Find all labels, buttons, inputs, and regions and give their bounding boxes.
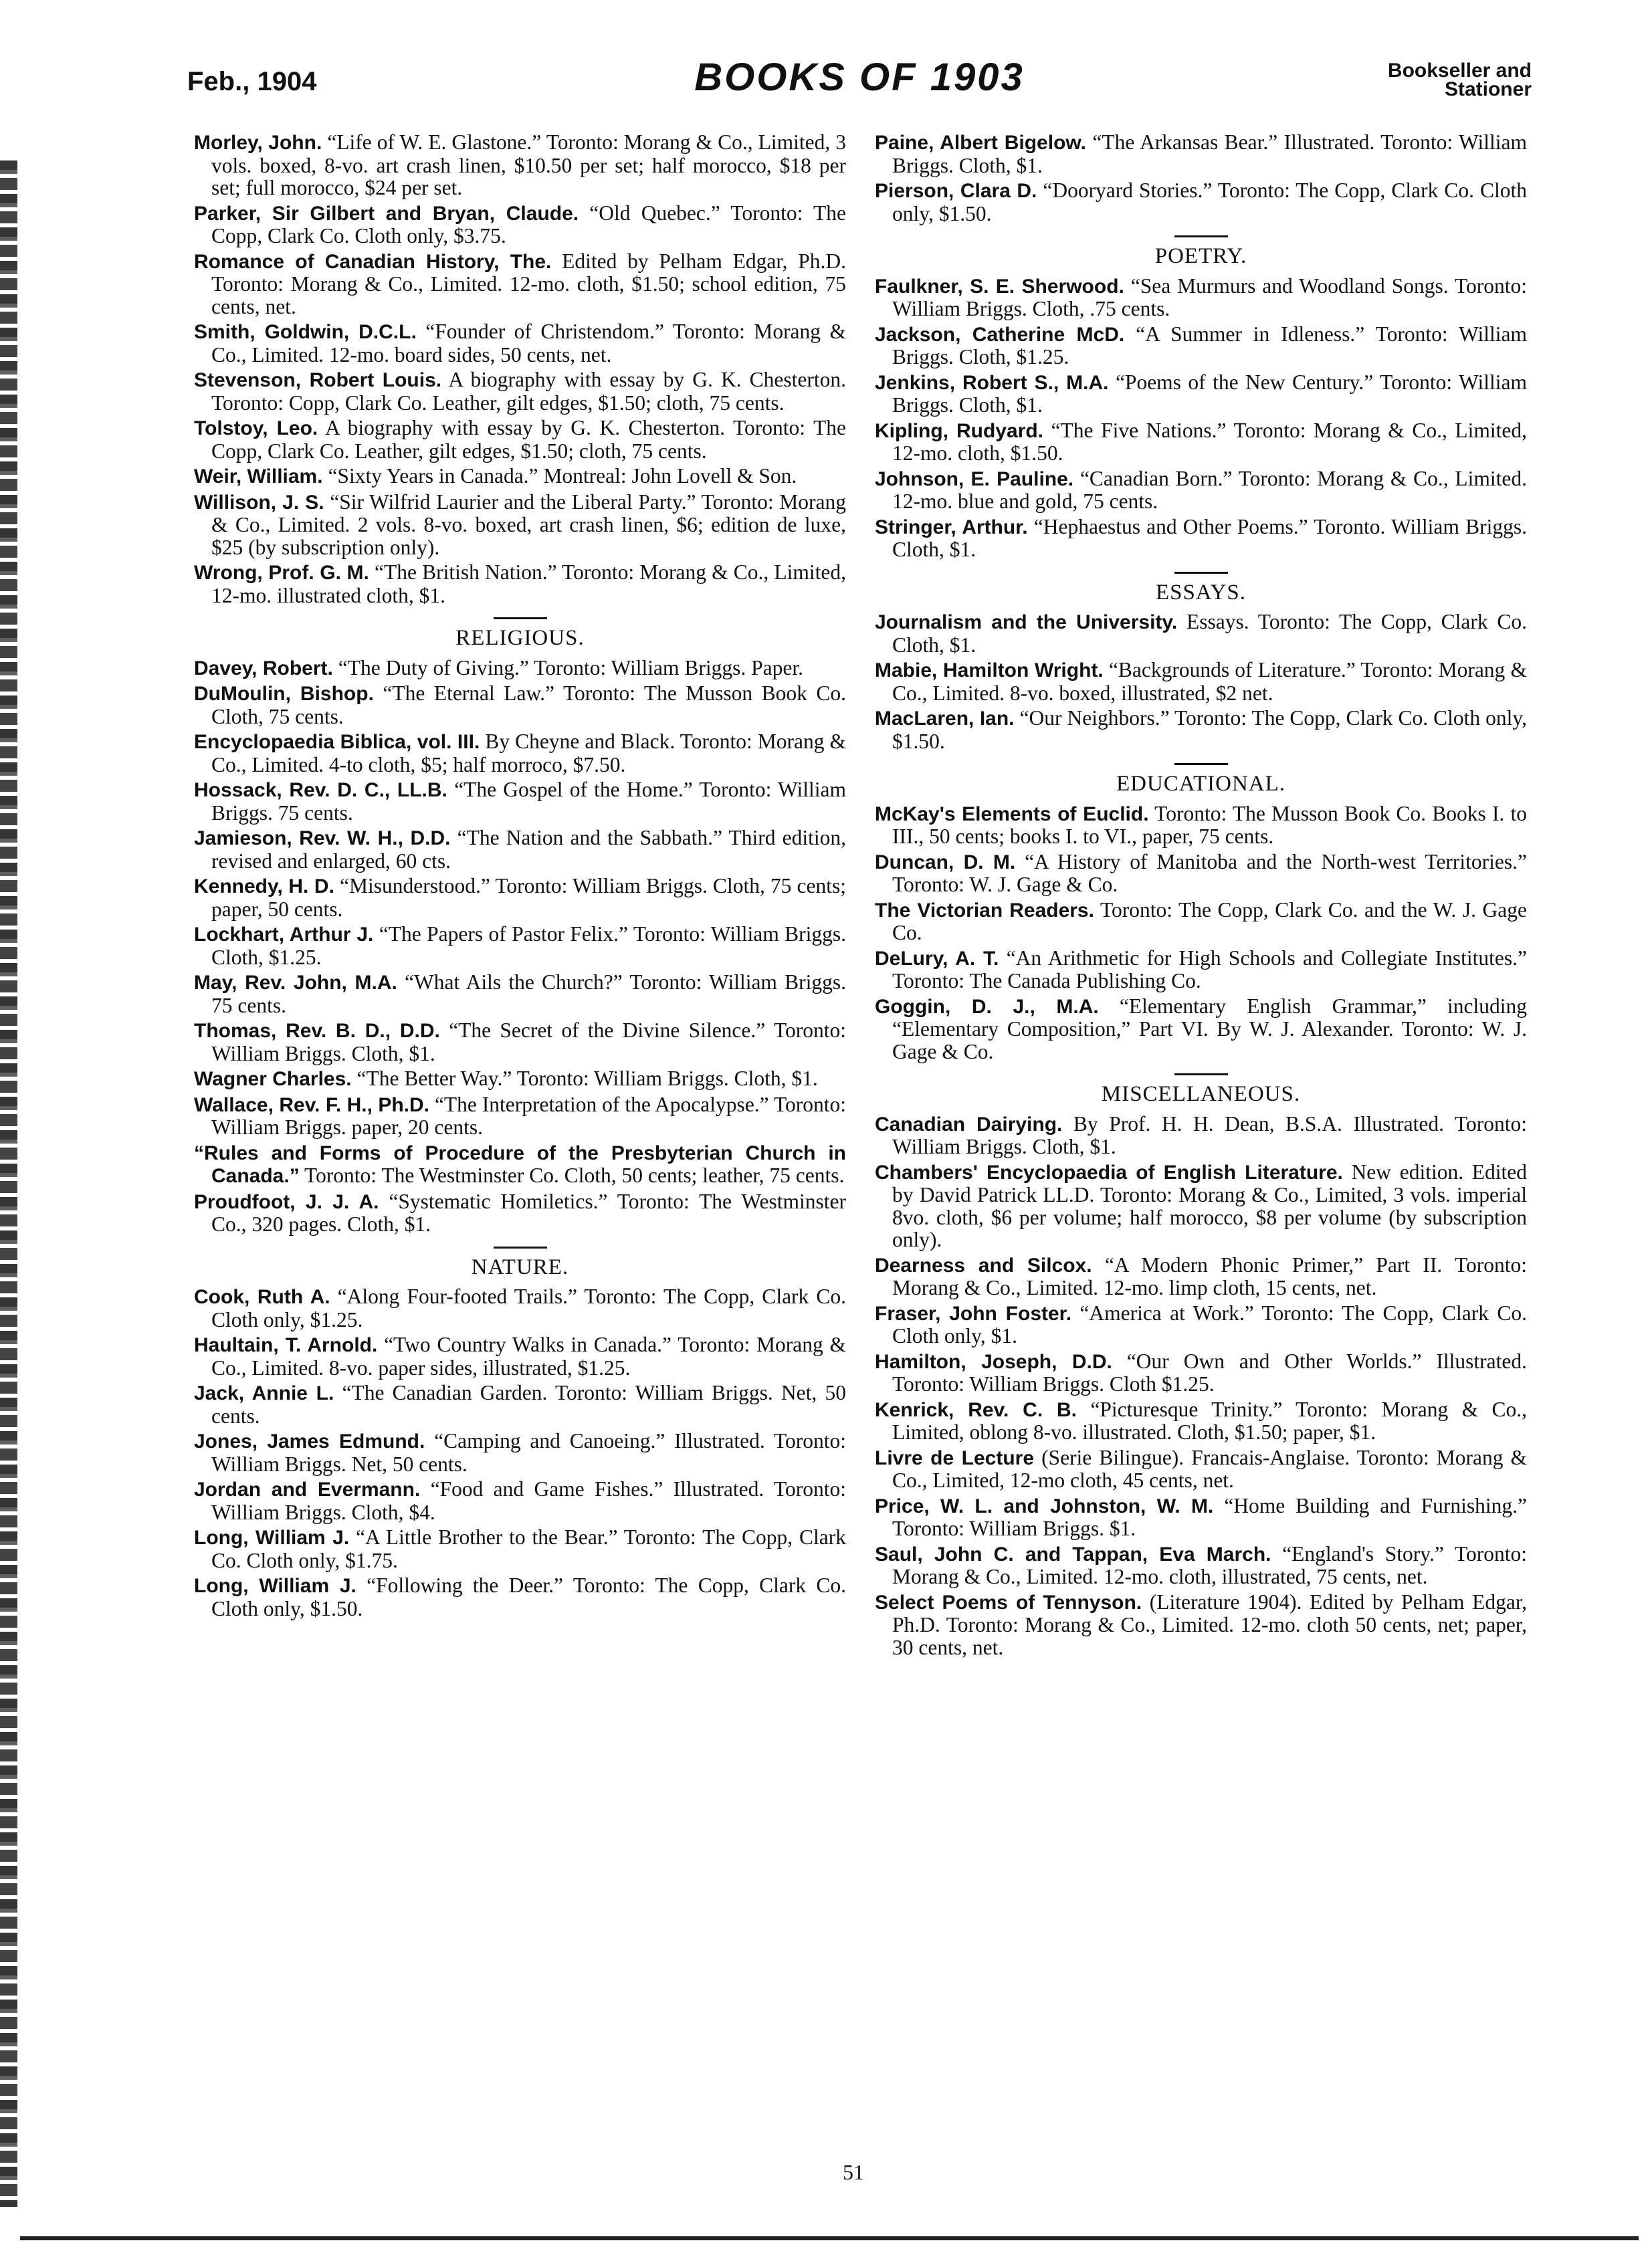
book-entry bbox=[194, 827, 846, 872]
entry-author: Dearness and Silcox. bbox=[875, 1254, 1092, 1277]
entry-details: “Old Quebec.” Toronto: The Copp, Clark Co. Cloth only, $3.75. bbox=[211, 201, 846, 247]
book-entry bbox=[875, 1495, 1527, 1540]
entry-details: “A Little Brother to the Bear.” Toronto: The Copp, Clark Co. Cloth only, $1.75. bbox=[211, 1525, 846, 1572]
entry-details: Essays. Toronto: The Copp, Clark Co. Cloth, $1. bbox=[892, 610, 1528, 657]
entry-author: Parker, Sir Gilbert and Bryan, Claude. bbox=[194, 202, 579, 225]
book-entry bbox=[875, 1591, 1527, 1659]
entry-details: “The Nation and the Sabbath.” Third edition, revised and enlarged, 60 cts. bbox=[211, 826, 847, 873]
page-title: BOOKS OF 1903 bbox=[694, 56, 1025, 99]
entry-details: “Canadian Born.” Toronto: Morang & Co., Limited. 12-mo. blue and gold, 75 cents. bbox=[892, 466, 1527, 513]
section-heading: ESSAYS. bbox=[1155, 580, 1247, 605]
entry-details: “Picturesque Trinity.” Toronto: Morang & Co., Limited, oblong 8-vo. illustrated. Cloth, $1.50; paper, $1. bbox=[892, 1397, 1527, 1444]
book-entry bbox=[875, 323, 1527, 368]
book-entry bbox=[194, 1574, 846, 1620]
book-entry bbox=[194, 417, 846, 462]
entry-author: Lockhart, Arthur J. bbox=[194, 924, 374, 946]
book-entry bbox=[194, 1526, 846, 1572]
entry-author: Wrong, Prof. G. M. bbox=[194, 562, 369, 584]
entry-author: Tolstoy, Leo. bbox=[194, 417, 318, 439]
entry-author: Long, William J. bbox=[194, 1575, 356, 1597]
entry-author: Jones, James Edmund. bbox=[194, 1430, 425, 1453]
book-entry bbox=[194, 368, 846, 414]
book-entry bbox=[194, 1019, 846, 1065]
book-entry bbox=[875, 947, 1527, 992]
book-entry bbox=[875, 516, 1527, 561]
entry-details: “Food and Game Fishes.” Illustrated. Toronto: William Briggs. Cloth, $4. bbox=[211, 1477, 846, 1524]
entry-details: Toronto: The Musson Book Co. Books I. to III., 50 cents; books I. to VI., paper, 75 cents. bbox=[892, 801, 1527, 848]
entry-details: “What Ails the Church?” Toronto: William Briggs. 75 cents. bbox=[211, 970, 847, 1017]
entry-details: “Life of W. E. Glastone.” Toronto: Morang & Co., Limited, 3 vols. boxed, 8-vo. art crash linen, $10.50 per set; half morocco, $18 per set; full morocco, $24 per set. bbox=[211, 130, 846, 199]
entry-author: Goggin, D. J., M.A. bbox=[875, 995, 1099, 1018]
book-entry bbox=[194, 320, 846, 366]
entry-details: “The Canadian Garden. Toronto: William Briggs. Net, 50 cents. bbox=[211, 1381, 846, 1428]
entry-details: “The Eternal Law.” Toronto: The Musson Book Co. Cloth, 75 cents. bbox=[211, 681, 846, 728]
book-entry bbox=[194, 1190, 846, 1236]
book-entry bbox=[875, 1302, 1527, 1348]
book-entry bbox=[875, 659, 1527, 704]
section-divider bbox=[494, 617, 547, 619]
book-entry bbox=[194, 1067, 846, 1091]
entry-details: “The Arkansas Bear.” Illustrated. Toronto: William Briggs. Cloth, $1. bbox=[892, 130, 1527, 177]
book-entry bbox=[875, 467, 1527, 513]
entry-details: “Home Building and Furnishing.” Toronto: William Briggs. $1. bbox=[892, 1493, 1527, 1540]
entry-author: Thomas, Rev. B. D., D.D. bbox=[194, 1020, 440, 1042]
entry-details: By Prof. H. H. Dean, B.S.A. Illustrated. Toronto: William Briggs. Cloth, $1. bbox=[892, 1111, 1528, 1158]
entry-details: “A Modern Phonic Primer,” Part II. Toronto: Morang & Co., Limited. 12-mo. limp cloth, 15 cents, net. bbox=[892, 1253, 1527, 1299]
scan-edge-artifact bbox=[0, 160, 17, 2207]
entry-details: “Founder of Christendom.” Toronto: Morang & Co., Limited. 12-mo. board sides, 50 cents, net. bbox=[211, 320, 846, 366]
entry-author: Johnson, E. Pauline. bbox=[875, 467, 1074, 490]
entry-details: “The Gospel of the Home.” Toronto: William Briggs. 75 cents. bbox=[211, 778, 846, 825]
entry-author: Livre de Lecture bbox=[875, 1446, 1035, 1469]
book-entry bbox=[194, 1285, 846, 1331]
entry-author: Fraser, John Foster. bbox=[875, 1302, 1072, 1325]
entry-details: “An Arithmetic for High Schools and Collegiate Institutes.” Toronto: The Canada Publishing Co. bbox=[892, 946, 1528, 992]
entry-details: “A Summer in Idleness.” Toronto: William Briggs. Cloth, $1.25. bbox=[892, 322, 1528, 368]
book-entry bbox=[875, 1350, 1527, 1396]
entry-author: Jackson, Catherine McD. bbox=[875, 323, 1125, 346]
entry-author: Morley, John. bbox=[194, 132, 322, 154]
entry-author: Jenkins, Robert S., M.A. bbox=[875, 371, 1109, 394]
section-divider bbox=[1174, 235, 1228, 237]
entry-author: May, Rev. John, M.A. bbox=[194, 972, 397, 994]
entry-author: Stevenson, Robert Louis. bbox=[194, 369, 442, 391]
entry-author: Wagner Charles. bbox=[194, 1068, 352, 1090]
entry-author: Canadian Dairying. bbox=[875, 1113, 1063, 1136]
entry-details: A biography with essay by G. K. Chesterton. Toronto: Copp, Clark Co. Leather, gilt edges, $1.50; cloth, 75 cents. bbox=[211, 368, 846, 415]
book-entry bbox=[194, 971, 846, 1016]
book-entry bbox=[194, 465, 846, 488]
entry-details: “The Better Way.” Toronto: William Briggs. Cloth, $1. bbox=[351, 1067, 818, 1090]
book-entry bbox=[194, 778, 846, 824]
entry-author: Weir, William. bbox=[194, 465, 323, 488]
section-heading: POETRY. bbox=[1154, 244, 1247, 268]
book-entry bbox=[875, 707, 1527, 752]
entry-author: Kipling, Rudyard. bbox=[875, 419, 1044, 442]
scan-bottom-rule bbox=[20, 2236, 1639, 2240]
book-entry bbox=[194, 1142, 846, 1188]
entry-author: Hossack, Rev. D. C., LL.B. bbox=[194, 779, 447, 801]
entry-author: Encyclopaedia Biblica, vol. III. bbox=[194, 731, 480, 753]
entry-author: Saul, John C. and Tappan, Eva March. bbox=[875, 1543, 1271, 1566]
entry-details: “Backgrounds of Literature.” Toronto: Morang & Co., Limited. 8-vo. boxed, illustrated, $2 net. bbox=[892, 658, 1527, 705]
entry-author: Wallace, Rev. F. H., Ph.D. bbox=[194, 1093, 429, 1116]
book-entry bbox=[875, 131, 1527, 177]
entry-author: Romance of Canadian History, The. bbox=[194, 250, 552, 273]
book-entry bbox=[875, 899, 1527, 944]
entry-details: “Our Own and Other Worlds.” Illustrated. Toronto: William Briggs. Cloth $1.25. bbox=[892, 1349, 1527, 1396]
entry-author: Stringer, Arthur. bbox=[875, 516, 1028, 538]
book-entry bbox=[875, 371, 1527, 417]
book-entry bbox=[194, 491, 846, 559]
entry-details: “England's Story.” Toronto: Morang & Co., Limited. 12-mo. cloth, illustrated, 75 cents, net. bbox=[892, 1541, 1527, 1588]
entry-author: Paine, Albert Bigelow. bbox=[875, 132, 1086, 154]
entry-details: Toronto: The Westminster Co. Cloth, 50 cents; leather, 75 cents. bbox=[299, 1164, 845, 1187]
right-column bbox=[875, 131, 1527, 1661]
entry-author: Jamieson, Rev. W. H., D.D. bbox=[194, 827, 451, 849]
entry-details: “Camping and Canoeing.” Illustrated. Toronto: William Briggs. Net, 50 cents. bbox=[211, 1429, 846, 1476]
publication-name-line2: Stationer bbox=[1444, 78, 1532, 100]
book-entry bbox=[875, 1161, 1527, 1251]
section-divider bbox=[494, 1247, 547, 1249]
entry-details: “Sixty Years in Canada.” Montreal: John Lovell & Son. bbox=[322, 464, 797, 488]
book-entry bbox=[194, 561, 846, 607]
entry-details: “A History of Manitoba and the North-west Territories.” Toronto: W. J. Gage & Co. bbox=[892, 849, 1528, 896]
entry-author: Long, William J. bbox=[194, 1527, 350, 1549]
section-heading: RELIGIOUS. bbox=[455, 626, 585, 650]
entry-details: “Systematic Homiletics.” Toronto: The Westminster Co., 320 pages. Cloth, $1. bbox=[211, 1189, 847, 1236]
section-heading: NATURE. bbox=[471, 1255, 569, 1279]
book-entry bbox=[875, 275, 1527, 320]
entry-details: A biography with essay by G. K. Chesterton. Toronto: The Copp, Clark Co. Leather, gilt edges, $1.50; cloth, 75 cents. bbox=[211, 416, 846, 463]
entry-author: “Rules and Forms of Procedure of the Presbyterian Church in Canada.” bbox=[194, 1142, 846, 1187]
book-entry bbox=[194, 202, 846, 247]
entry-author: Faulkner, S. E. Sherwood. bbox=[875, 275, 1124, 298]
entry-author: Select Poems of Tennyson. bbox=[875, 1591, 1142, 1614]
entry-details: “The Five Nations.” Toronto: Morang & Co., Limited, 12-mo. cloth, $1.50. bbox=[892, 418, 1527, 465]
entry-details: “Along Four-footed Trails.” Toronto: The Copp, Clark Co. Cloth only, $1.25. bbox=[211, 1285, 846, 1331]
entry-author: MacLaren, Ian. bbox=[875, 708, 1015, 730]
entry-details: “Hephaestus and Other Poems.” Toronto. William Briggs. Cloth, $1. bbox=[892, 514, 1527, 561]
entry-author: Hamilton, Joseph, D.D. bbox=[875, 1350, 1112, 1373]
entry-author: DuMoulin, Bishop. bbox=[194, 683, 374, 705]
book-entry bbox=[194, 1093, 846, 1139]
entry-details: Edited by Pelham Edgar, Ph.D. Toronto: Morang & Co., Limited. 12-mo. cloth, $1.50; school edition, 75 cents, net. bbox=[211, 249, 846, 318]
entry-details: New edition. Edited by David Patrick LL.D. Toronto: Morang & Co., Limited, 3 vols. imperial 8vo. cloth, $6 per volume; half morocco, $8 per volume (by subscription only). bbox=[892, 1160, 1527, 1251]
entry-author: Jack, Annie L. bbox=[194, 1382, 334, 1404]
page-number: 51 bbox=[843, 2160, 864, 2184]
entry-details: “Elementary English Grammar,” including “Elementary Composition,” Part VI. By W. J. Alexander. Toronto: W. J. Gage & Co. bbox=[892, 994, 1527, 1063]
entry-author: Pierson, Clara D. bbox=[875, 180, 1037, 202]
book-entry bbox=[194, 923, 846, 968]
entry-author: Smith, Goldwin, D.C.L. bbox=[194, 321, 417, 343]
book-entry bbox=[875, 1254, 1527, 1299]
entry-details: “Following the Deer.” Toronto: The Copp, Clark Co. Cloth only, $1.50. bbox=[211, 1574, 846, 1620]
left-column bbox=[194, 131, 846, 1622]
section-heading: MISCELLANEOUS. bbox=[1101, 1082, 1301, 1106]
book-entry bbox=[875, 419, 1527, 465]
entry-details: “Our Neighbors.” Toronto: The Copp, Clark Co. Cloth only, $1.50. bbox=[892, 706, 1527, 753]
entry-details: “The British Nation.” Toronto: Morang & Co., Limited, 12-mo. illustrated cloth, $1. bbox=[211, 560, 847, 607]
entry-details: “Two Country Walks in Canada.” Toronto: Morang & Co., Limited. 8-vo. paper sides, illustrated, $1.25. bbox=[211, 1333, 846, 1380]
section-heading: EDUCATIONAL. bbox=[1116, 772, 1286, 796]
book-entry bbox=[194, 250, 846, 318]
entry-author: Journalism and the University. bbox=[875, 611, 1178, 633]
entry-details: “Misunderstood.” Toronto: William Briggs. Cloth, 75 cents; paper, 50 cents. bbox=[211, 874, 846, 921]
book-entry bbox=[194, 1478, 846, 1523]
book-entry bbox=[194, 1333, 846, 1379]
book-entry bbox=[194, 657, 846, 680]
entry-author: Jordan and Evermann. bbox=[194, 1479, 421, 1501]
entry-details: “The Duty of Giving.” Toronto: William Briggs. Paper. bbox=[332, 655, 804, 679]
entry-author: Proudfoot, J. J. A. bbox=[194, 1190, 379, 1213]
entry-author: Haultain, T. Arnold. bbox=[194, 1334, 378, 1356]
book-entry bbox=[194, 730, 846, 776]
entry-author: The Victorian Readers. bbox=[875, 899, 1094, 922]
entry-author: DeLury, A. T. bbox=[875, 947, 999, 970]
entry-author: Mabie, Hamilton Wright. bbox=[875, 659, 1104, 681]
entry-author: Price, W. L. and Johnston, W. M. bbox=[875, 1495, 1214, 1517]
entry-details: By Cheyne and Black. Toronto: Morang & Co., Limited. 4-to cloth, $5; half morroco, $7.50. bbox=[211, 730, 846, 776]
entry-details: (Serie Bilingue). Francais-Anglaise. Toronto: Morang & Co., Limited, 12-mo cloth, 45 cents, net. bbox=[892, 1445, 1527, 1492]
issue-date: Feb., 1904 bbox=[187, 67, 317, 96]
book-entry bbox=[194, 1382, 846, 1427]
section-divider bbox=[1174, 1073, 1228, 1075]
entry-author: Willison, J. S. bbox=[194, 491, 324, 514]
book-entry bbox=[875, 802, 1527, 848]
entry-details: “Dooryard Stories.” Toronto: The Copp, Clark Co. Cloth only, $1.50. bbox=[892, 179, 1528, 225]
entry-author: Duncan, D. M. bbox=[875, 851, 1016, 873]
entry-author: McKay's Elements of Euclid. bbox=[875, 802, 1149, 825]
book-entry bbox=[194, 682, 846, 728]
book-entry bbox=[875, 1446, 1527, 1492]
book-entry bbox=[875, 1113, 1527, 1158]
entry-author: Kennedy, H. D. bbox=[194, 875, 334, 897]
entry-details: “Sir Wilfrid Laurier and the Liberal Party.” Toronto: Morang & Co., Limited. 2 vols. 8-vo. boxed, art crash linen, $6; edition de luxe, $25 (by subscription only). bbox=[211, 490, 846, 559]
publication-name bbox=[1388, 62, 1532, 99]
section-divider bbox=[1174, 572, 1228, 574]
entry-details: “America at Work.” Toronto: The Copp, Clark Co. Cloth only, $1. bbox=[892, 1301, 1527, 1348]
entry-details: “The Secret of the Divine Silence.” Toronto: William Briggs. Cloth, $1. bbox=[211, 1018, 846, 1065]
book-entry bbox=[194, 131, 846, 199]
running-head bbox=[187, 55, 1532, 108]
book-entry bbox=[875, 851, 1527, 896]
entry-details: Toronto: The Copp, Clark Co. and the W. J. Gage Co. bbox=[892, 897, 1527, 944]
entry-details: “The Interpretation of the Apocalypse.” Toronto: William Briggs. paper, 20 cents. bbox=[211, 1092, 846, 1139]
book-entry bbox=[875, 995, 1527, 1063]
section-divider bbox=[1174, 763, 1228, 765]
book-entry bbox=[875, 1398, 1527, 1444]
book-entry bbox=[875, 611, 1527, 656]
entry-author: Cook, Ruth A. bbox=[194, 1286, 330, 1308]
book-entry bbox=[194, 875, 846, 920]
entry-author: Chambers' Encyclopaedia of English Literature. bbox=[875, 1161, 1343, 1184]
entry-author: Davey, Robert. bbox=[194, 657, 333, 679]
entry-details: (Literature 1904). Edited by Pelham Edgar, Ph.D. Toronto: Morang & Co., Limited. 12-mo. cloth 50 cents, net; paper, 30 cents, net. bbox=[892, 1590, 1527, 1659]
entry-details: “Sea Murmurs and Woodland Songs. Toronto: William Briggs. Cloth, .75 cents. bbox=[892, 274, 1527, 320]
book-entry bbox=[875, 179, 1527, 225]
entry-details: “The Papers of Pastor Felix.” Toronto: William Briggs. Cloth, $1.25. bbox=[211, 922, 846, 969]
entry-details: “Poems of the New Century.” Toronto: William Briggs. Cloth, $1. bbox=[892, 370, 1528, 417]
book-entry bbox=[875, 1543, 1527, 1588]
publication-name-line1: Bookseller and bbox=[1387, 60, 1532, 82]
entry-author: Kenrick, Rev. C. B. bbox=[875, 1398, 1077, 1421]
book-entry bbox=[194, 1430, 846, 1475]
